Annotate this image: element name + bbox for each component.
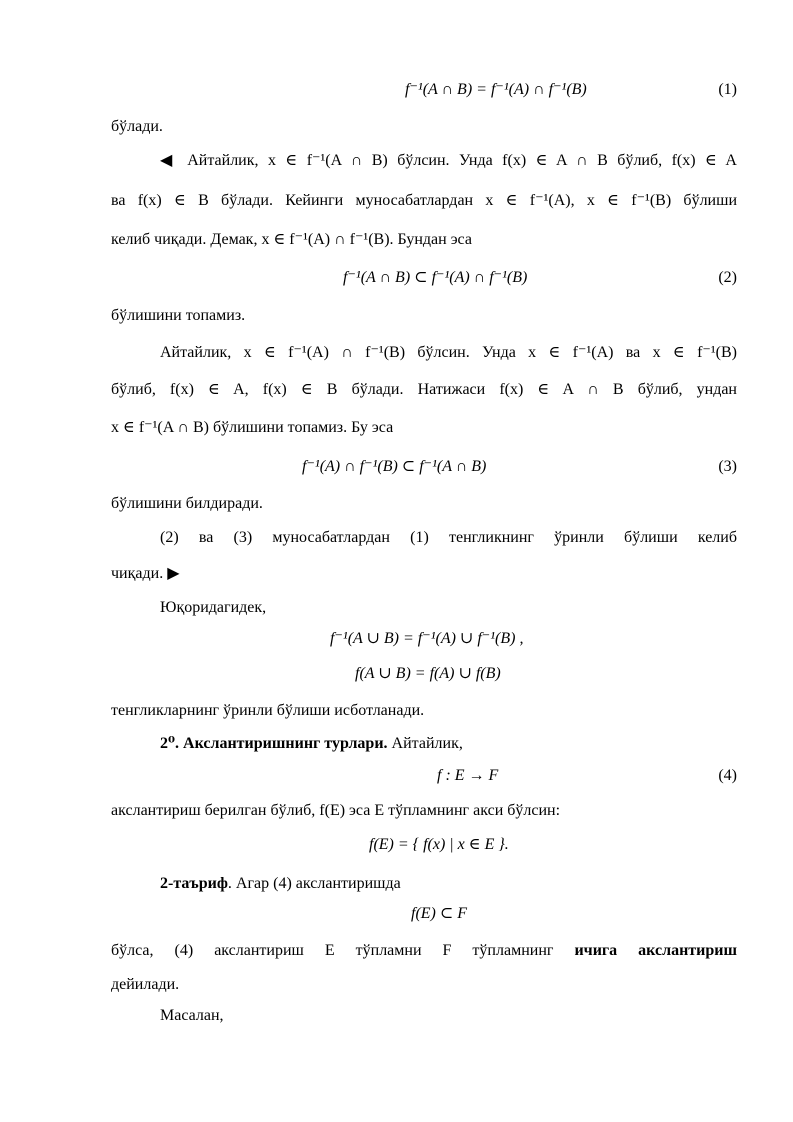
paragraph-line: тенгликларнинг ўринли бўлиши исботланади.	[111, 702, 425, 719]
paragraph-line: келиб чиқади. Демак, x ∈ f⁻¹(A) ∩ f⁻¹(B). Бундан эса	[111, 231, 472, 248]
paragraph-line: Масалан,	[160, 1007, 224, 1024]
formula-3: f⁻¹(A) ∩ f⁻¹(B) ⊂ f⁻¹(A ∩ B)	[302, 458, 487, 475]
paragraph-text: . Агар (4) акслантиришда	[227, 875, 401, 892]
paragraph-line: Юқоридагидек,	[160, 599, 267, 616]
section-heading-line	[160, 734, 463, 754]
paragraph-line: бўлишини топамиз.	[111, 307, 246, 324]
section-heading: 2⁰. Акслантиришнинг турлари.	[160, 735, 388, 752]
proof-start-line	[160, 151, 737, 171]
paragraph-line: дейилади.	[111, 976, 180, 993]
paragraph-line: (2) ва (3) муносабатлардан (1) тенгликнинг ўринли бўлиши келиб	[160, 529, 737, 546]
left-triangle-icon: ◀	[160, 152, 178, 169]
paragraph-line: бўлишини билдиради.	[111, 495, 263, 512]
formula-union-inverse: f⁻¹(A ∪ B) = f⁻¹(A) ∪ f⁻¹(B) ,	[330, 630, 524, 647]
formula-union-image: f(A ∪ B) = f(A) ∪ f(B)	[355, 665, 501, 682]
paragraph-text: Айтайлик,	[387, 735, 463, 752]
equation-number-4: (4)	[718, 767, 737, 784]
paragraph-line: бўлиб, f(x) ∈ A, f(x) ∈ B бўлади. Натижаси f(x) ∈ A ∩ B бўлиб, ундан	[111, 381, 737, 398]
equation-number-1: (1)	[718, 81, 737, 98]
formula-1: f⁻¹(A ∩ B) = f⁻¹(A) ∩ f⁻¹(B)	[405, 81, 587, 98]
paragraph-text: бўлса, (4) акслантириш E тўпламни F тўпламнинг	[111, 942, 575, 959]
paragraph-line	[111, 941, 737, 961]
paragraph-line: ва f(x) ∈ B бўлади. Кейинги муносабатлардан x ∈ f⁻¹(A), x ∈ f⁻¹(B) бўлиши	[111, 192, 737, 209]
equation-number-2: (2)	[718, 269, 737, 286]
paragraph-line: x ∈ f⁻¹(A ∩ B) бўлишини топамиз. Бу эса	[111, 419, 394, 436]
formula-image-set: f(E) = { f(x) | x ∈ E }.	[369, 836, 509, 853]
paragraph-line: Айтайлик, x ∈ f⁻¹(A) ∩ f⁻¹(B) бўлсин. Унда x ∈ f⁻¹(A) ва x ∈ f⁻¹(B)	[160, 344, 737, 361]
paragraph-text: Айтайлик, x ∈ f⁻¹(A ∩ B) бўлсин. Унда f(x) ∈ A ∩ B бўлиб, f(x) ∈ A	[177, 152, 737, 169]
paragraph-line: акслантириш берилган бўлиб, f(E) эса E тўпламнинг акси бўлсин:	[111, 802, 561, 819]
definition-label: 2-таъриф	[160, 875, 228, 892]
paragraph-line: чиқади. ▶	[111, 565, 180, 582]
formula-inclusion: f(E) ⊂ F	[411, 905, 468, 922]
definition-line	[160, 874, 401, 894]
formula-4: f : E → F	[437, 767, 499, 784]
formula-2: f⁻¹(A ∩ B) ⊂ f⁻¹(A) ∩ f⁻¹(B)	[343, 269, 528, 286]
term-highlight: ичига акслантириш	[574, 942, 738, 959]
equation-number-3: (3)	[718, 458, 737, 475]
paragraph-line: бўлади.	[111, 118, 163, 135]
